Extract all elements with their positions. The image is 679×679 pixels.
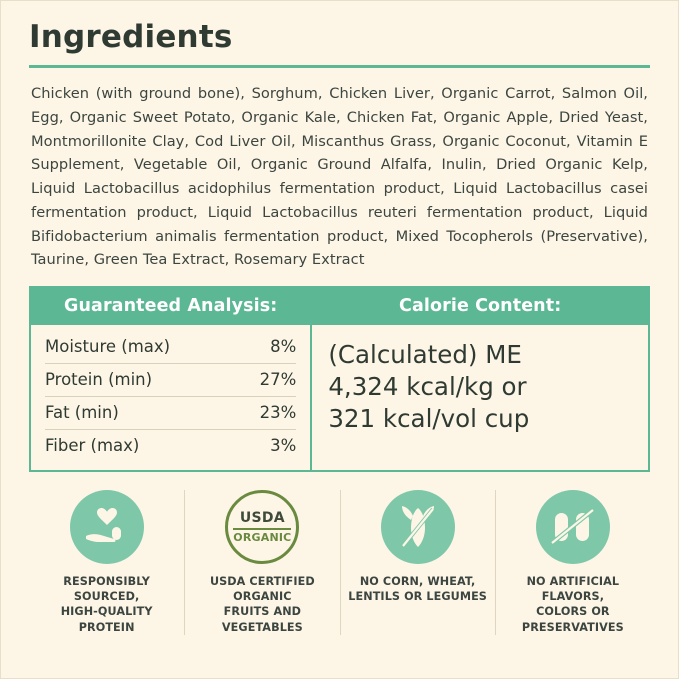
badge-label-line2: LENTILS OR LEGUMES (348, 590, 487, 604)
page-title: Ingredients (29, 19, 233, 55)
header (29, 1, 650, 68)
badge-no-corn-wheat (340, 490, 495, 634)
badge-label-line2: FRUITS AND VEGETABLES (221, 605, 303, 634)
badge-no-artificial (495, 490, 650, 634)
badge-label-line1: NO ARTIFICIAL FLAVORS, (526, 575, 620, 604)
guaranteed-analysis-table (31, 288, 312, 470)
row-value: 3% (270, 436, 297, 456)
row-label: Fat (min) (45, 403, 119, 423)
table-row (45, 430, 296, 462)
guaranteed-analysis-body (31, 325, 310, 470)
ingredients-paragraph: Chicken (with ground bone), Sorghum, Chicken Liver, Organic Carrot, Salmon Oil, Egg, Organic Sweet Potato, Organic Kale, Chicken Fat, Organic Apple, Dried Yeast, Montmorillonite Clay, Cod Liver Oil, Miscanthus Grass, Organic Coconut, Vitamin E Supplement, Vegetable Oil, Organic Ground Alfalfa, Inulin, Dried Organic Kelp, Liquid Lactobacillus acidophilus fermentation product, Liquid Lactobacillus casei fermentation product, Liquid Lactobacillus reuteri fermentation product, Liquid Bifidobacterium animalis fermentation product, Mixed Tocopherols (Preservative), Taurine, Green Tea Extract, Rosemary Extract (31, 85, 648, 269)
calorie-line-3: 321 kcal/vol cup (328, 403, 530, 433)
analysis-tables (29, 286, 650, 472)
badge-label (35, 574, 178, 634)
badge-row (29, 490, 650, 634)
row-value: 8% (270, 337, 297, 357)
calorie-line-1: (Calculated) ME (328, 340, 522, 370)
row-value: 27% (259, 370, 297, 390)
hand-heart-icon (70, 490, 144, 564)
calorie-content-table (312, 288, 648, 470)
corn-crossed-out-icon (381, 490, 455, 564)
row-label: Moisture (max) (45, 337, 171, 357)
badge-usda-organic (184, 490, 339, 634)
calorie-line-2: 4,324 kcal/kg or (328, 372, 527, 402)
badge-responsibly-sourced (29, 490, 184, 634)
table-row (45, 397, 296, 430)
badge-label-line1: RESPONSIBLY SOURCED, (63, 575, 150, 604)
badge-label-line2: HIGH-QUALITY PROTEIN (60, 605, 153, 634)
usda-seal-bottom-text: ORGANIC (233, 528, 291, 544)
row-value: 23% (259, 403, 297, 423)
calorie-content-heading: Calorie Content: (312, 288, 648, 325)
badge-label (191, 574, 333, 634)
row-label: Fiber (max) (45, 436, 140, 456)
badge-label-line2: COLORS OR PRESERVATIVES (521, 605, 624, 634)
badge-label-line1: USDA CERTIFIED ORGANIC (209, 575, 315, 604)
capsules-crossed-out-icon (536, 490, 610, 564)
row-label: Protein (min) (45, 370, 153, 390)
badge-label (348, 574, 487, 604)
table-row (45, 331, 296, 364)
badge-label-line1: NO CORN, WHEAT, (359, 575, 476, 589)
badge-label (502, 574, 644, 634)
table-row (45, 364, 296, 397)
usda-organic-seal-icon (225, 490, 299, 564)
usda-seal-top-text: USDA (239, 510, 285, 527)
guaranteed-analysis-heading: Guaranteed Analysis: (31, 288, 310, 325)
calorie-content-body (312, 325, 648, 451)
